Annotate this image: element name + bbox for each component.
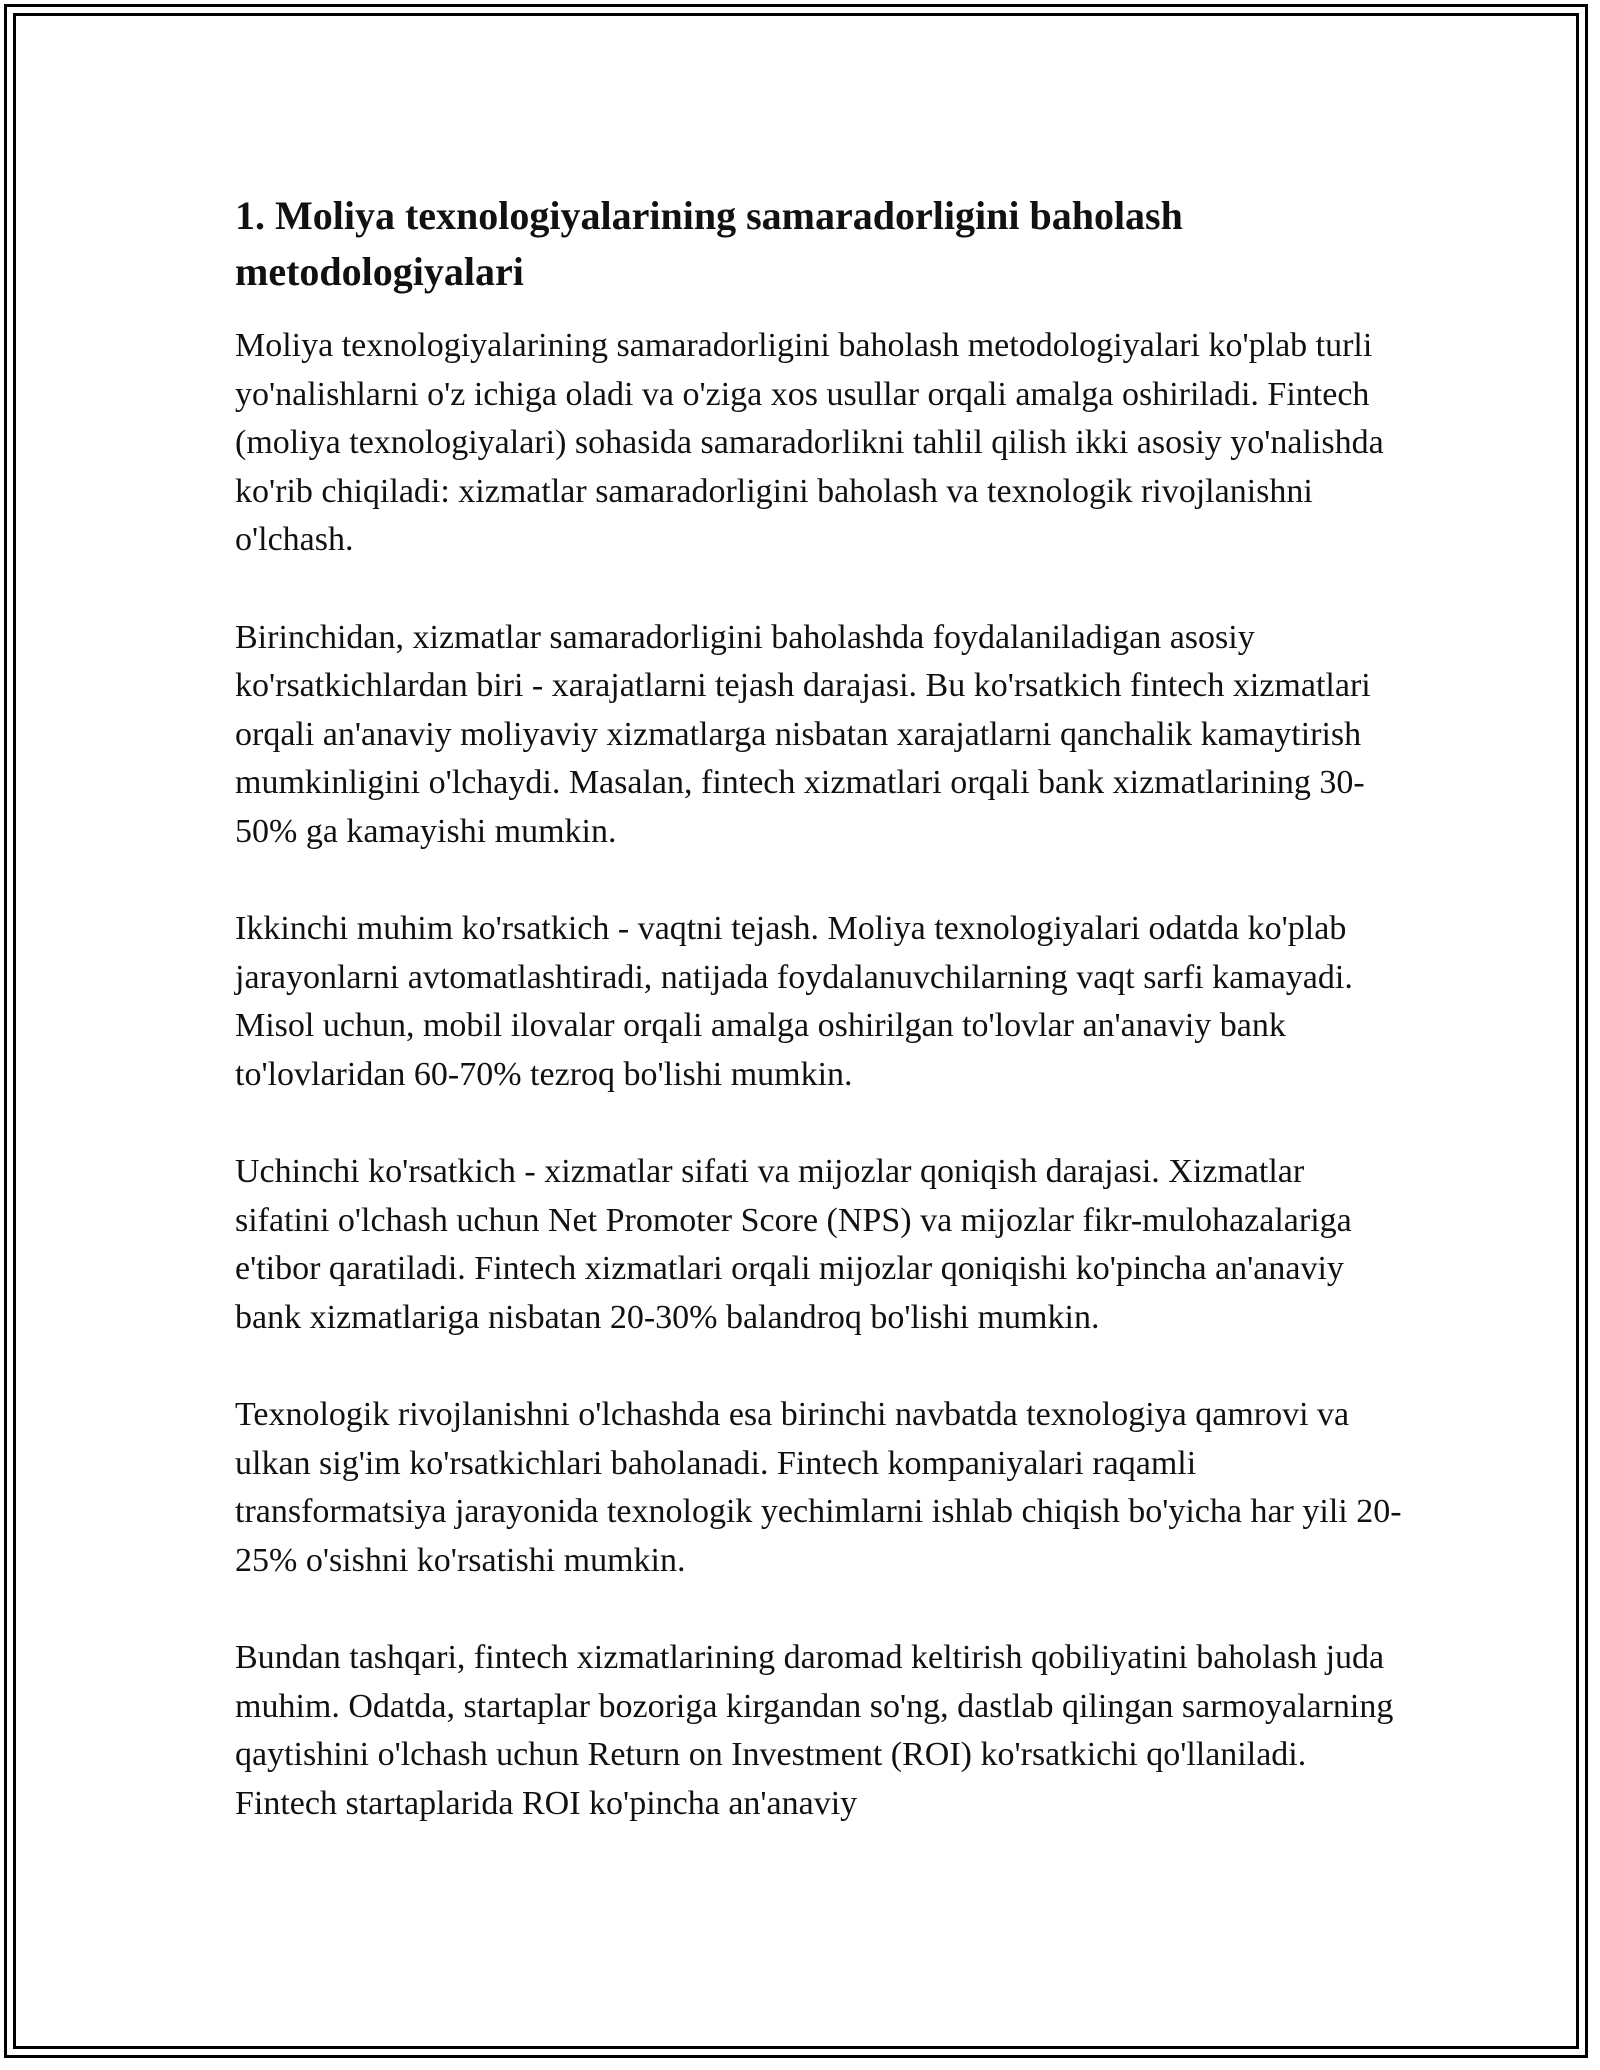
paragraph-time-savings: Ikkinchi muhim ko'rsatkich - vaqtni tejash. Moliya texnologiyalari odatda ko'plab jarayonlarni avtomatlashtiradi, natijada foydalanuvchilarning vaqt sarfi kamayadi. Misol uchun, mobil ilovalar orqali amalga oshirilgan to'lovlar an'anaviy bank to'lovlaridan 60-70% tezroq bo'lishi mumkin. bbox=[235, 910, 1353, 1093]
section-heading: 1. Moliya texnologiyalarining samaradorligini baholash metodologiyalari bbox=[235, 193, 1183, 294]
document-body bbox=[235, 188, 1405, 1877]
paragraph-intro: Moliya texnologiyalarining samaradorligini baholash metodologiyalari ko'plab turli yo'nalishlarni o'z ichiga oladi va o'ziga xos usullar orqali amalga oshiriladi. Fintech (moliya texnologiyalari) sohasida samaradorlikni tahlil qilish ikki asosiy yo'nalishda ko'rib chiqiladi: xizmatlar samaradorligini baholash va texnologik rivojlanishni o'lchash. bbox=[235, 327, 1384, 558]
paragraph-roi: Bundan tashqari, fintech xizmatlarining daromad keltirish qobiliyatini baholash juda muhim. Odatda, startaplar bozoriga kirgandan so'ng, dastlab qilingan sarmoyalarning qaytishini o'lchash uchun Return on Investment (ROI) ko'rsatkichi qo'llaniladi. Fintech startaplarida ROI ko'pincha an'anaviy bbox=[235, 1639, 1394, 1822]
paragraph-service-quality: Uchinchi ko'rsatkich - xizmatlar sifati va mijozlar qoniqish darajasi. Xizmatlar sifatini o'lchash uchun Net Promoter Score (NPS) va mijozlar fikr-mulohazalariga e'tibor qaratiladi. Fintech xizmatlari orqali mijozlar qoniqishi ko'pincha an'anaviy bank xizmatlariga nisbatan 20-30% balandroq bo'lishi mumkin. bbox=[235, 1153, 1352, 1336]
paragraph-tech-development: Texnologik rivojlanishni o'lchashda esa birinchi navbatda texnologiya qamrovi va ulkan sig'im ko'rsatkichlari baholanadi. Fintech kompaniyalari raqamli transformatsiya jarayonida texnologik yechimlarni ishlab chiqish bo'yicha har yili 20-25% o'sishni ko'rsatishi mumkin. bbox=[235, 1396, 1402, 1579]
paragraph-cost-savings: Birinchidan, xizmatlar samaradorligini baholashda foydalaniladigan asosiy ko'rsatkichlardan biri - xarajatlarni tejash darajasi. Bu ko'rsatkich fintech xizmatlari orqali an'anaviy moliyaviy xizmatlarga nisbatan xarajatlarni qanchalik kamaytirish mumkinligini o'lchaydi. Masalan, fintech xizmatlari orqali bank xizmatlarining 30-50% ga kamayishi mumkin. bbox=[235, 618, 1371, 850]
